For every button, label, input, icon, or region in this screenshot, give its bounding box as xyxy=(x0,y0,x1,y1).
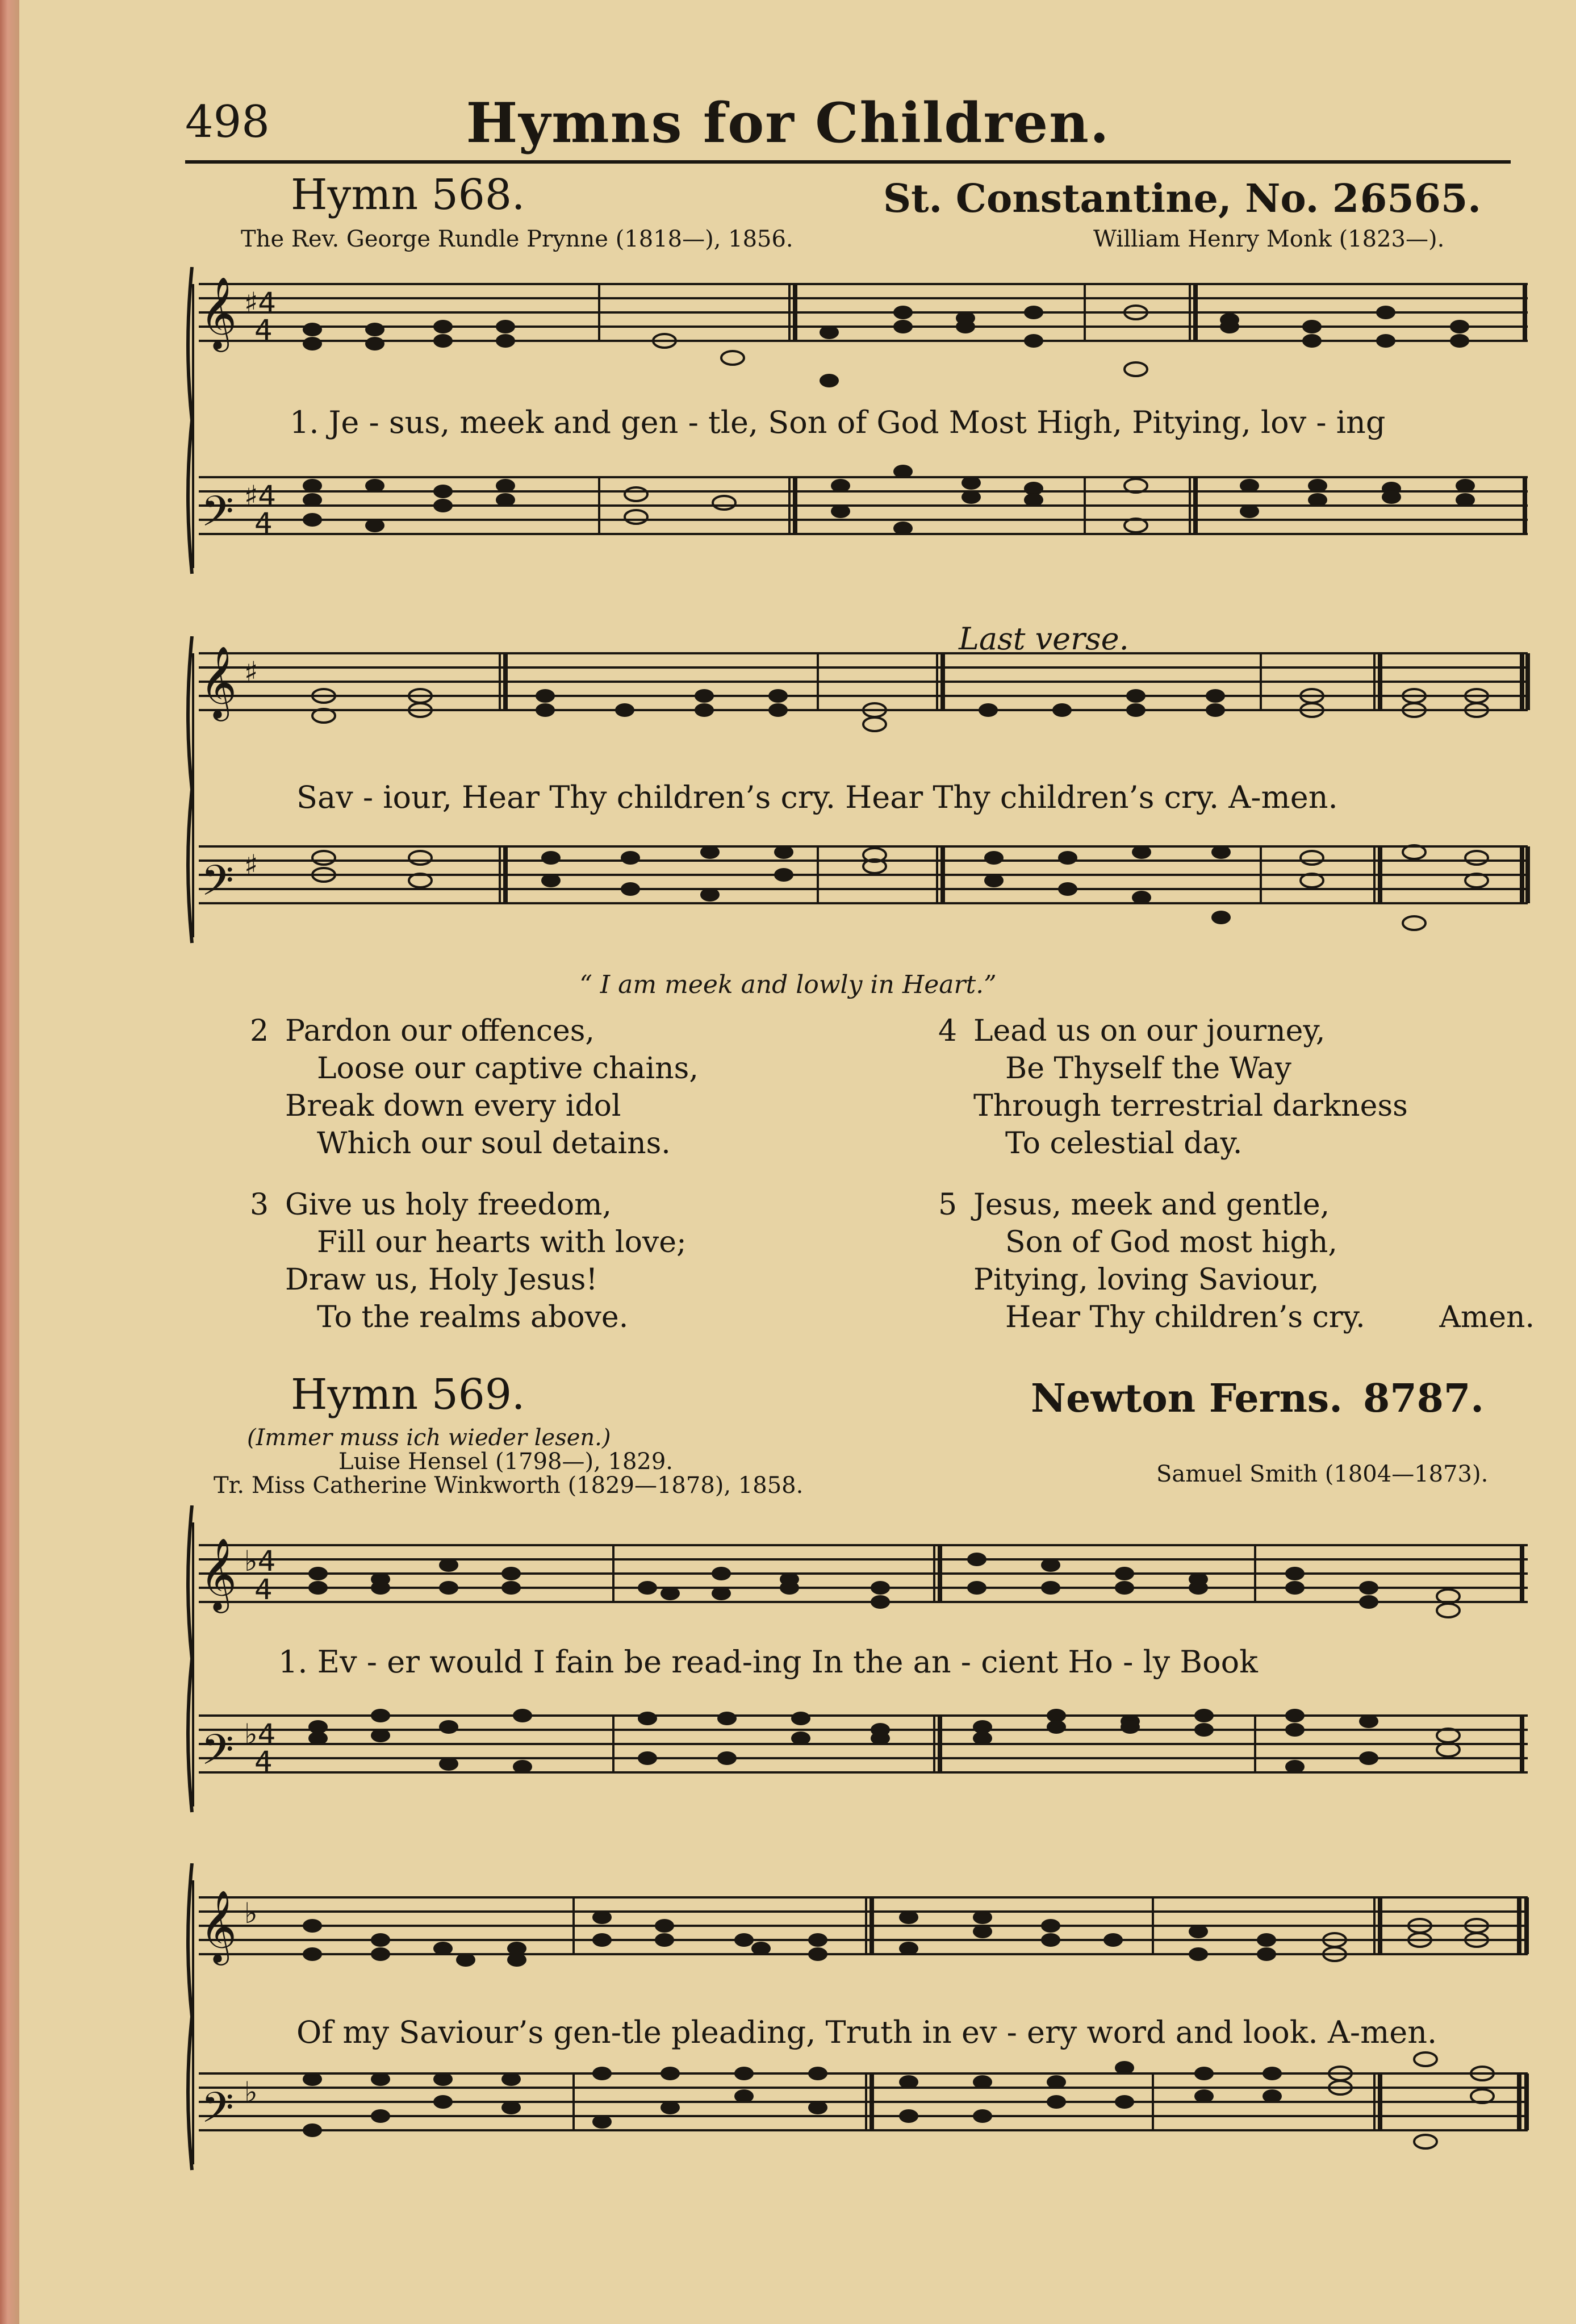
page-number: 498 xyxy=(185,97,270,148)
header-rule xyxy=(185,160,1511,164)
verse-amen: Amen. xyxy=(1439,1300,1535,1334)
verse-number: 5 xyxy=(938,1188,958,1222)
hymn-568-meter: 6565. xyxy=(1360,176,1481,222)
verse-line: Pardon our offences, xyxy=(285,1014,595,1048)
svg-text:𝄢: 𝄢 xyxy=(201,856,234,916)
verse-line: Break down every idol xyxy=(285,1089,621,1123)
verse-line: To the realms above. xyxy=(317,1300,629,1334)
verse-number: 2 xyxy=(250,1014,269,1048)
page-edge xyxy=(0,0,19,2324)
svg-text:4: 4 xyxy=(254,1745,273,1778)
svg-text:4: 4 xyxy=(254,507,273,540)
svg-text:♭: ♭ xyxy=(244,2076,258,2109)
hymn-569-meter: 8787. xyxy=(1363,1376,1484,1421)
verse-line: Give us holy freedom, xyxy=(285,1188,612,1222)
hymn-569-composer: Samuel Smith (1804—1873). xyxy=(1156,1461,1489,1487)
hymn-569-line-1-lyrics: 1. Ev - er would I fain be read-ing In the an - cient Ho - ly Book xyxy=(278,1644,1258,1680)
hymn-568-line-1-lyrics: 1. Je - sus, meek and gen - tle, Son of God Most High, Pitying, lov - ing xyxy=(290,404,1386,440)
hymn-568-line-2-lyrics: Sav - iour, Hear Thy children’s cry. Hear Thy children’s cry. A-men. xyxy=(296,779,1338,815)
hymn-569-line-2-lyrics: Of my Saviour’s gen-tle pleading, Truth in ev - ery word and look. A-men. xyxy=(296,2014,1437,2050)
hymn-568-verse-5 xyxy=(938,1186,1535,1336)
svg-text:♯4: ♯4 xyxy=(244,479,277,512)
svg-text:♯: ♯ xyxy=(244,656,258,689)
hymn-568-composer: William Henry Monk (1823—). xyxy=(1093,226,1445,252)
hymn-568-label: Hymn 568. xyxy=(291,170,525,219)
verse-line: Lead us on our journey, xyxy=(973,1014,1326,1048)
verse-line: Which our soul detains. xyxy=(317,1126,671,1161)
svg-text:𝄞: 𝄞 xyxy=(200,1889,237,1962)
hymn-569-label: Hymn 569. xyxy=(291,1370,525,1419)
last-verse-label: Last verse. xyxy=(959,621,1129,657)
svg-text:𝄞: 𝄞 xyxy=(200,645,237,718)
svg-text:4: 4 xyxy=(254,314,273,347)
verse-line: To celestial day. xyxy=(1005,1126,1243,1161)
hymn-569-author: Luise Hensel (1798—), 1829. xyxy=(338,1449,674,1475)
svg-text:♯: ♯ xyxy=(244,849,258,882)
verse-line: Fill our hearts with love; xyxy=(317,1225,687,1259)
svg-text:𝄞: 𝄞 xyxy=(200,276,237,349)
verse-number: 4 xyxy=(938,1014,958,1048)
svg-text:♯4: ♯4 xyxy=(244,286,277,319)
hymn-569-tune: Newton Ferns. xyxy=(1031,1376,1343,1421)
verse-line: Pitying, loving Saviour, xyxy=(973,1263,1319,1297)
verse-line: Son of God most high, xyxy=(1005,1225,1337,1259)
verse-line: Through terrestrial darkness xyxy=(973,1089,1408,1123)
svg-text:♭4: ♭4 xyxy=(244,1718,276,1751)
svg-text:𝄢: 𝄢 xyxy=(201,487,234,546)
hymn-569-original-title: (Immer muss ich wieder lesen.) xyxy=(247,1425,611,1451)
verse-number: 3 xyxy=(250,1188,269,1222)
hymn-568-author: The Rev. George Rundle Prynne (1818—), 1856. xyxy=(241,226,793,252)
verse-line: Jesus, meek and gentle, xyxy=(973,1188,1330,1222)
svg-text:𝄞: 𝄞 xyxy=(200,1537,237,1610)
hymn-569-translator: Tr. Miss Catherine Winkworth (1829—1878), 1858. xyxy=(214,1472,804,1499)
verse-line: Be Thyself the Way xyxy=(1005,1052,1291,1086)
svg-text:4: 4 xyxy=(254,1573,273,1606)
hymn-568-verse-2 xyxy=(250,1012,761,1162)
svg-text:♭4: ♭4 xyxy=(244,1545,276,1578)
svg-text:♭: ♭ xyxy=(244,1897,258,1930)
hymn-568-verse-3 xyxy=(250,1186,761,1336)
hymn-568-verse-4 xyxy=(938,1012,1535,1162)
hymn-568-tune: St. Constantine, No. 2. xyxy=(883,176,1373,222)
hymn-568-motto: “ I am meek and lowly in Heart.” xyxy=(579,970,997,999)
verse-line: Hear Thy children’s cry. xyxy=(1005,1300,1365,1334)
running-head: Hymns for Children. xyxy=(466,91,1110,155)
verse-line: Loose our captive chains, xyxy=(317,1052,699,1086)
verse-line: Draw us, Holy Jesus! xyxy=(285,1263,598,1297)
svg-text:𝄢: 𝄢 xyxy=(201,2083,234,2143)
svg-text:𝄢: 𝄢 xyxy=(201,1725,234,1785)
